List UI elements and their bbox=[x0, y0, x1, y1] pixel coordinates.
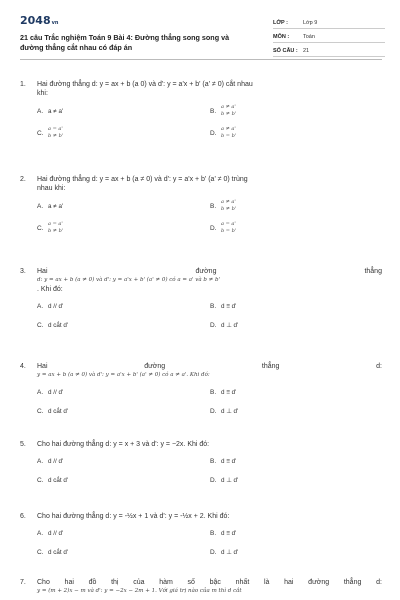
question-number: 3. bbox=[20, 268, 26, 275]
question-word: của bbox=[133, 579, 145, 586]
option-text: d cắt d' bbox=[48, 321, 69, 329]
question-word: d: bbox=[376, 579, 382, 586]
option-label: D. bbox=[210, 407, 217, 415]
meta-row-subject: MÔN : Toán bbox=[273, 29, 385, 43]
question-word: thị bbox=[111, 579, 119, 586]
question-number: 6. bbox=[20, 513, 26, 520]
option-text: a ≠ a' bbox=[48, 107, 64, 115]
question-word: d: bbox=[376, 363, 382, 370]
option-b[interactable] bbox=[210, 527, 383, 539]
question-word: nhất bbox=[235, 579, 250, 586]
answer-options bbox=[37, 455, 382, 486]
option-label: D. bbox=[210, 224, 217, 232]
question-text-line bbox=[37, 362, 382, 371]
question-text: Hai đường thẳng d: y = ax + b (a ≠ 0) và d': y = a'x + b' (a' ≠ 0) trùng bbox=[37, 176, 248, 183]
question-word: số bbox=[187, 579, 195, 586]
meta-row-count: SỐ CÂU : 21 bbox=[273, 43, 385, 57]
question-number: 5. bbox=[20, 441, 26, 448]
option-text: d ≡ d' bbox=[221, 302, 237, 310]
option-d[interactable] bbox=[210, 126, 383, 140]
option-label: D. bbox=[210, 548, 217, 556]
question-number: 1. bbox=[20, 81, 26, 88]
option-a[interactable] bbox=[37, 104, 210, 118]
answer-options bbox=[37, 300, 382, 331]
option-label: D. bbox=[210, 476, 217, 484]
option-c[interactable] bbox=[37, 319, 210, 331]
question-word: thẳng bbox=[343, 579, 362, 586]
option-label: C. bbox=[37, 129, 44, 137]
option-label: A. bbox=[37, 457, 44, 465]
question-word: đường bbox=[195, 268, 217, 275]
question-word: thẳng bbox=[364, 268, 382, 275]
page-title: 21 câu Trắc nghiệm Toán 9 Bài 4: Đường thẳng song song và đường thẳng cắt nhau có đáp án bbox=[20, 33, 230, 52]
option-label: B. bbox=[210, 202, 217, 210]
option-label: B. bbox=[210, 388, 217, 396]
option-c[interactable] bbox=[37, 405, 210, 417]
option-label: B. bbox=[210, 457, 217, 465]
option-c[interactable] bbox=[37, 474, 210, 486]
question-3 bbox=[20, 267, 382, 331]
option-a[interactable] bbox=[37, 199, 210, 213]
question-text-line2: nhau khi: bbox=[37, 185, 66, 192]
option-b[interactable] bbox=[210, 455, 383, 467]
option-label: A. bbox=[37, 388, 44, 396]
question-number: 7. bbox=[20, 579, 26, 586]
option-label: D. bbox=[210, 129, 217, 137]
option-d[interactable] bbox=[210, 474, 383, 486]
question-word: hàm bbox=[159, 579, 173, 586]
option-d[interactable] bbox=[210, 405, 383, 417]
option-text: d // d' bbox=[48, 388, 64, 396]
option-system: a = a' b ≠ b' bbox=[48, 126, 64, 139]
answer-options bbox=[37, 527, 382, 558]
option-c[interactable] bbox=[37, 126, 210, 140]
option-label: D. bbox=[210, 321, 217, 329]
option-label: C. bbox=[37, 548, 44, 556]
option-c[interactable] bbox=[37, 546, 210, 558]
option-system: a ≠ a' b ≠ b' bbox=[221, 104, 237, 117]
question-text-line bbox=[37, 578, 382, 587]
option-label: B. bbox=[210, 529, 217, 537]
option-label: C. bbox=[37, 321, 44, 329]
option-a[interactable] bbox=[37, 527, 210, 539]
question-word: đồ bbox=[88, 579, 97, 586]
question-text-line3: . Khi đó: bbox=[37, 286, 63, 293]
question-word: Hai bbox=[37, 268, 48, 275]
question-word: Cho bbox=[37, 579, 50, 586]
question-word: hai bbox=[284, 579, 294, 586]
question-text-line2: y = (m + 2)x − m và d': y = −2x − 2m + 1. Với giá trị nào của m thì d cắt bbox=[37, 588, 242, 594]
option-b[interactable] bbox=[210, 104, 383, 118]
question-word: bậc bbox=[209, 579, 221, 586]
question-1 bbox=[20, 80, 382, 140]
question-word: thẳng bbox=[261, 363, 280, 370]
option-d[interactable] bbox=[210, 546, 383, 558]
option-text: d ⊥ d' bbox=[221, 548, 239, 556]
site-logo[interactable]: 2048vn bbox=[20, 14, 59, 27]
answer-options bbox=[37, 199, 382, 235]
question-text: Hai đường thẳng d: y = ax + b (a 0) và d': y = a'x + b' (a' ≠ 0) cắt nhau bbox=[37, 81, 253, 88]
option-text: d cắt d' bbox=[48, 548, 69, 556]
option-d[interactable] bbox=[210, 319, 383, 331]
option-label: A. bbox=[37, 529, 44, 537]
option-c[interactable] bbox=[37, 221, 210, 235]
option-text: d ≡ d' bbox=[221, 457, 237, 465]
option-d[interactable] bbox=[210, 221, 383, 235]
option-label: A. bbox=[37, 107, 44, 115]
option-text: d cắt d' bbox=[48, 476, 69, 484]
question-text-line2: d: y = ax + b (a ≠ 0) và d': y = a'x + b' (a' ≠ 0) có a = a' và b ≠ b' bbox=[37, 277, 221, 283]
meta-info bbox=[273, 15, 385, 57]
option-label: B. bbox=[210, 302, 217, 310]
answer-options bbox=[37, 104, 382, 140]
option-text: a ≠ a' bbox=[48, 202, 64, 210]
option-system: a = a' b = b' bbox=[221, 221, 237, 234]
question-7 bbox=[20, 578, 382, 596]
option-label: C. bbox=[37, 407, 44, 415]
question-2 bbox=[20, 175, 382, 235]
question-word: đường bbox=[144, 363, 166, 370]
option-text: d // d' bbox=[48, 302, 64, 310]
question-text-line2: y = ax + b (a ≠ 0) và d': y = a'x + b' (a' ≠ 0) có a ≠ a'. Khi đó: bbox=[37, 372, 210, 378]
question-number: 2. bbox=[20, 176, 26, 183]
option-a[interactable] bbox=[37, 300, 210, 312]
question-4 bbox=[20, 362, 382, 417]
meta-row-class: LỚP : Lớp 9 bbox=[273, 15, 385, 29]
question-text: Cho hai đường thẳng d: y = -½x + 1 và d': y = -½x + 2. Khi đó: bbox=[37, 513, 230, 520]
option-text: d ⊥ d' bbox=[221, 476, 239, 484]
question-text: Cho hai đường thẳng d: y = x + 3 và d': y = −2x. Khi đó: bbox=[37, 441, 210, 448]
option-text: d ⊥ d' bbox=[221, 407, 239, 415]
option-label: A. bbox=[37, 202, 44, 210]
question-word: là bbox=[263, 579, 270, 586]
question-word: Hai bbox=[37, 363, 48, 370]
option-label: C. bbox=[37, 224, 44, 232]
option-a[interactable] bbox=[37, 455, 210, 467]
option-text: d cắt d' bbox=[48, 407, 69, 415]
question-5 bbox=[20, 440, 382, 486]
option-b[interactable] bbox=[210, 199, 383, 213]
option-text: d ⊥ d' bbox=[221, 321, 239, 329]
document-header bbox=[20, 0, 382, 60]
question-word: hai bbox=[64, 579, 74, 586]
option-label: A. bbox=[37, 302, 44, 310]
option-b[interactable] bbox=[210, 300, 383, 312]
question-6 bbox=[20, 512, 382, 558]
option-text: d ≡ d' bbox=[221, 529, 237, 537]
option-b[interactable] bbox=[210, 386, 383, 398]
option-text: d ≡ d' bbox=[221, 388, 237, 396]
option-system: a ≠ a' b ≠ b' bbox=[221, 199, 237, 212]
question-word: đường bbox=[308, 579, 330, 586]
option-system: a = a' b ≠ b' bbox=[48, 221, 64, 234]
question-text-line2: khi: bbox=[37, 90, 48, 97]
question-text-line bbox=[37, 267, 382, 276]
answer-options bbox=[37, 386, 382, 417]
option-text: d // d' bbox=[48, 457, 64, 465]
option-text: d // d' bbox=[48, 529, 64, 537]
question-number: 4. bbox=[20, 363, 26, 370]
option-label: B. bbox=[210, 107, 217, 115]
option-label: C. bbox=[37, 476, 44, 484]
option-system: a ≠ a' b = b' bbox=[221, 126, 237, 139]
option-a[interactable] bbox=[37, 386, 210, 398]
